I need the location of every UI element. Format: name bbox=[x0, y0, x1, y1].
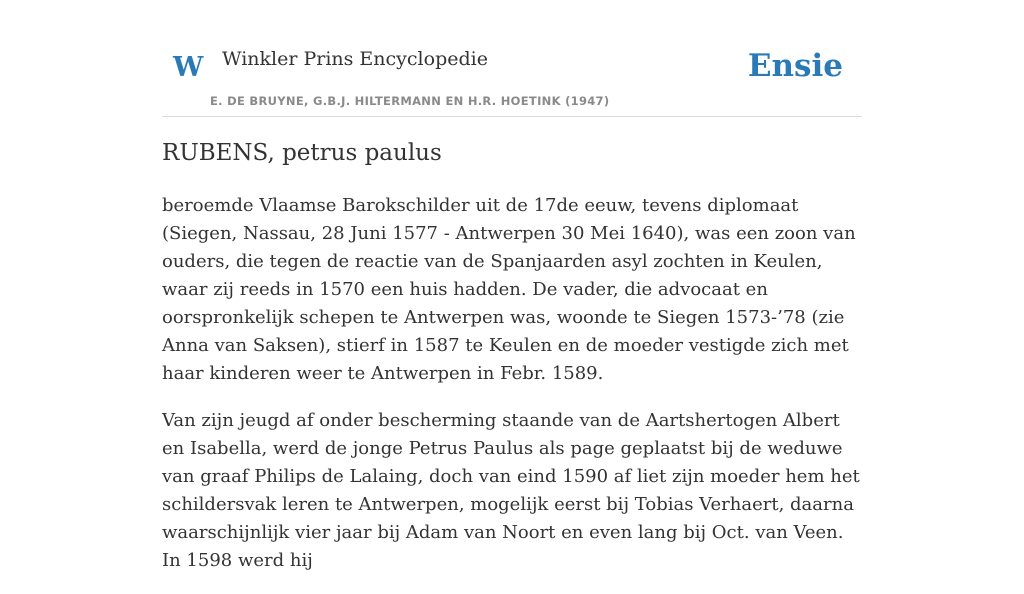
entry-title: RUBENS, petrus paulus bbox=[162, 140, 442, 166]
source-authors: E. DE BRUYNE, G.B.J. HILTERMANN EN H.R. HOETINK (1947) bbox=[210, 94, 610, 108]
site-header bbox=[162, 40, 862, 117]
ensie-logo[interactable]: Ensie bbox=[747, 48, 843, 84]
entry-body bbox=[162, 192, 862, 594]
source-title[interactable]: Winkler Prins Encyclopedie bbox=[222, 48, 488, 70]
winkler-prins-logo-icon[interactable]: W bbox=[173, 52, 204, 83]
entry-paragraph: beroemde Vlaamse Barokschilder uit de 17de eeuw, tevens diplomaat (Siegen, Nassau, 28 Juni 1577 - Antwerpen 30 Mei 1640), was een zoon van ouders, die tegen de reactie van de Spanjaarden asyl zochten in Keulen, waar zij reeds in 1570 een huis hadden. De vader, die advocaat en oorspronkelijk schepen te Antwerpen was, woonde te Siegen 1573-’78 (zie Anna van Saksen), stierf in 1587 te Keulen en de moeder vestigde zich met haar kinderen weer te Antwerpen in Febr. 1589. bbox=[162, 195, 856, 384]
entry-paragraph: Van zijn jeugd af onder bescherming staande van de Aartshertogen Albert en Isabella, werd de jonge Petrus Paulus als page geplaatst bij de weduwe van graaf Philips de Lalaing, doch van eind 1590 af liet zijn moeder hem het schildersvak leren te Antwerpen, mogelijk eerst bij Tobias Verhaert, daarna waarschijnlijk vier jaar bij Adam van Noort en even lang bij Oct. van Veen. In 1598 werd hij bbox=[162, 410, 860, 571]
